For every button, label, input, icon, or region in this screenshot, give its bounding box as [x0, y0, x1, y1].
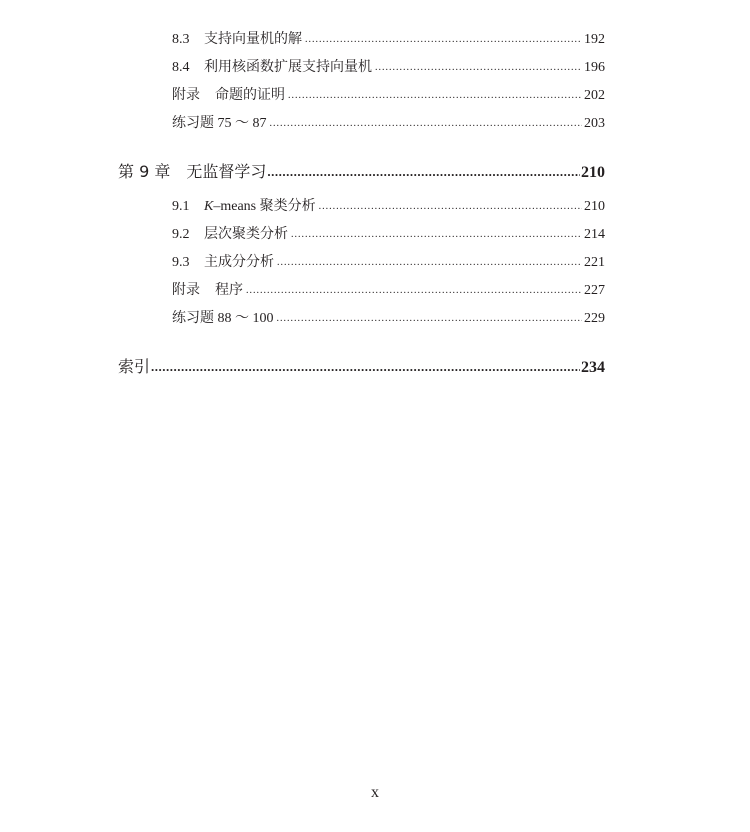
section-number: 9.1: [172, 199, 190, 214]
footer-page-number: x: [371, 784, 379, 801]
section-title: [204, 197, 316, 217]
section-title: 练习题 88 ～ 100: [172, 311, 274, 326]
toc-entry-9-2[interactable]: [172, 225, 605, 245]
toc-chapter-9[interactable]: [118, 161, 605, 183]
section-title: 层次聚类分析: [204, 227, 288, 242]
section-number: 8.3: [172, 32, 190, 47]
toc-entry-appendix-8[interactable]: [172, 86, 605, 106]
section-number: 8.4: [172, 60, 190, 75]
section-title: 练习题 75 ～ 87: [172, 116, 267, 131]
section-number: 9.3: [172, 255, 190, 270]
page-number: 210: [581, 164, 605, 181]
section-title: 程序: [215, 283, 243, 298]
page-number: 234: [581, 359, 605, 376]
section-title: 主成分分析: [204, 255, 274, 270]
section-number: 附录: [172, 88, 200, 103]
index-title: 索引: [118, 357, 151, 376]
page-number: 203: [584, 116, 605, 131]
section-number: 9.2: [172, 227, 190, 242]
dot-leader: [151, 356, 580, 378]
page-number: 227: [584, 283, 605, 298]
toc-entry-exercises-88-100[interactable]: [172, 309, 605, 329]
section-title-italic: K: [204, 199, 214, 214]
section-title-rest: –means 聚类分析: [213, 199, 316, 214]
page-number: 229: [584, 311, 605, 326]
section-title: 利用核函数扩展支持向量机: [204, 60, 372, 75]
dot-leader: [267, 161, 580, 183]
dot-leader: [277, 309, 583, 329]
page-number: 221: [584, 255, 605, 270]
page-number: 192: [584, 32, 605, 47]
page-number: 202: [584, 88, 605, 103]
page-number: 214: [584, 227, 605, 242]
dot-leader: [319, 197, 582, 217]
toc-entry-appendix-9[interactable]: [172, 281, 605, 301]
toc-index[interactable]: [118, 356, 605, 378]
dot-leader: [375, 58, 582, 78]
dot-leader: [305, 30, 582, 50]
page-number: 196: [584, 60, 605, 75]
section-title: 支持向量机的解: [204, 32, 302, 47]
page-number: 210: [584, 199, 605, 214]
dot-leader: [246, 281, 582, 301]
dot-leader: [270, 114, 583, 134]
chapter-title: 第 9 章 无监督学习: [118, 162, 267, 181]
toc-entry-exercises-75-87[interactable]: [172, 114, 605, 134]
section-number: 附录: [172, 283, 200, 298]
dot-leader: [291, 225, 582, 245]
dot-leader: [288, 86, 582, 106]
toc-entry-9-3[interactable]: [172, 253, 605, 273]
toc-entry-8-3[interactable]: [172, 30, 605, 50]
section-title: 命题的证明: [215, 88, 285, 103]
dot-leader: [277, 253, 582, 273]
toc-entry-9-1[interactable]: [172, 197, 605, 217]
toc-entry-8-4[interactable]: [172, 58, 605, 78]
